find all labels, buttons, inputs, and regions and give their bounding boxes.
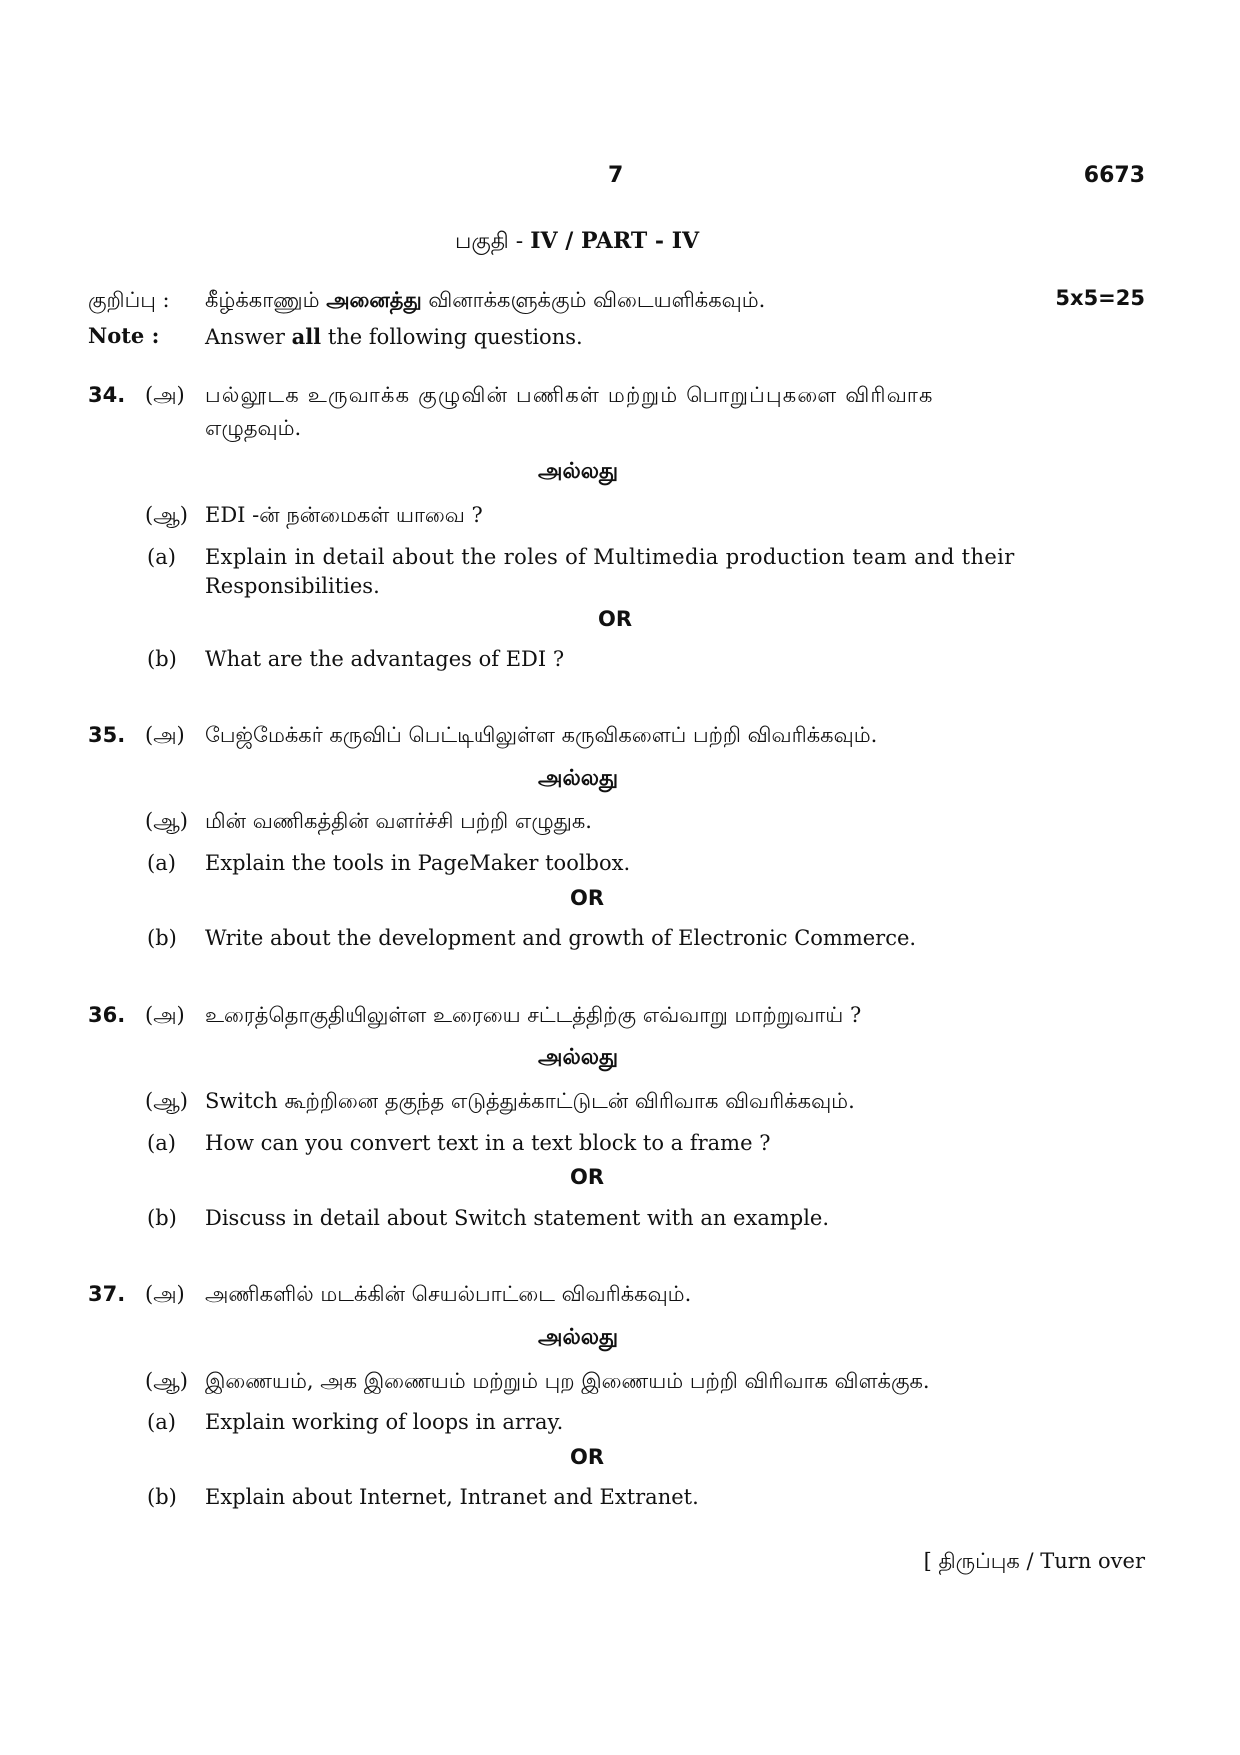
q34-tamil-b: EDI -ன் நன்மைகள் யாவை ? [205, 503, 483, 527]
q36-en-b: Discuss in detail about Switch statement with an example. [205, 1206, 830, 1230]
q36-tamil-b: Switch கூற்றினை தகுந்த எடுத்துக்காட்டுடன் விரிவாக விவரிக்கவும். [205, 1089, 855, 1113]
q34-en-a-label: (a) [147, 545, 176, 569]
page-number: 7 [608, 163, 624, 188]
part-heading [455, 228, 699, 257]
q37-tamil-or: அல்லது [538, 1324, 619, 1350]
q35-en-or: OR [570, 886, 605, 910]
question-number-34: 34. [88, 383, 126, 407]
q34-en-or: OR [598, 607, 633, 631]
q35-tamil-b-label: (ஆ) [145, 809, 188, 833]
part-heading-tamil: பகுதி - [455, 229, 531, 254]
note-english-text [205, 322, 583, 352]
q34-tamil-a-label: (அ) [145, 383, 185, 407]
q35-en-a-line1: Explain the tools in PageMaker toolbox. [205, 851, 631, 875]
q37-tamil-b-label: (ஆ) [145, 1369, 188, 1393]
q35-tamil-a-label: (அ) [145, 723, 185, 747]
q36-tamil-b-label: (ஆ) [145, 1089, 188, 1113]
q37-tamil-a-label: (அ) [145, 1282, 185, 1306]
q34-en-b: What are the advantages of EDI ? [205, 647, 565, 671]
q36-tamil-or: அல்லது [538, 1044, 619, 1070]
note-english-label: Note : [88, 323, 160, 348]
note-tamil-bold: அனைத்து [326, 287, 422, 312]
part-heading-bold: IV / PART - IV [530, 228, 700, 254]
q36-en-or: OR [570, 1165, 605, 1189]
note-tamil-label: குறிப்பு : [88, 288, 170, 312]
q37-en-a-label: (a) [147, 1410, 176, 1434]
q37-en-a-line1: Explain working of loops in array. [205, 1410, 564, 1434]
q37-en-b: Explain about Internet, Intranet and Extranet. [205, 1485, 699, 1509]
note-tamil-part1: கீழ்க்காணும் [205, 288, 327, 312]
question-number-37: 37. [88, 1282, 126, 1306]
note-tamil-part2: வினாக்களுக்கும் விடையளிக்கவும். [421, 288, 766, 312]
q34-tamil-or: அல்லது [538, 458, 619, 484]
q37-en-or: OR [570, 1445, 605, 1469]
q34-en-a-line2: Responsibilities. [205, 574, 380, 598]
q37-tamil-a-line1: அணிகளில் மடக்கின் செயல்பாட்டை விவரிக்கவும். [205, 1282, 692, 1306]
q34-en-b-label: (b) [147, 647, 177, 671]
q36-en-a-line1: How can you convert text in a text block to a frame ? [205, 1131, 771, 1155]
q34-tamil-a-line2: எழுதவும். [205, 416, 302, 440]
q37-en-b-label: (b) [147, 1485, 177, 1509]
q35-en-b-label: (b) [147, 926, 177, 950]
q35-tamil-b: மின் வணிகத்தின் வளர்ச்சி பற்றி எழுதுக. [205, 809, 592, 833]
note-english-part2: the following questions. [321, 325, 583, 349]
note-english-part1: Answer [205, 325, 292, 349]
q34-tamil-a-line1: பல்லூடக உருவாக்க குழுவின் பணிகள் மற்றும் பொறுப்புகளை விரிவாக [205, 383, 934, 407]
note-tamil-text [205, 285, 765, 315]
q36-en-b-label: (b) [147, 1206, 177, 1230]
q35-en-b: Write about the development and growth of Electronic Commerce. [205, 926, 917, 950]
turn-over-note: [ திருப்புக / Turn over [923, 1549, 1145, 1573]
question-number-35: 35. [88, 723, 126, 747]
q36-tamil-a-label: (அ) [145, 1003, 185, 1027]
q36-en-a-label: (a) [147, 1131, 176, 1155]
q35-tamil-a-line1: பேஜ்மேக்கர் கருவிப் பெட்டியிலுள்ள கருவிகளைப் பற்றி விவரிக்கவும். [205, 723, 878, 747]
q35-en-a-label: (a) [147, 851, 176, 875]
question-number-36: 36. [88, 1003, 126, 1027]
q37-tamil-b: இணையம், அக இணையம் மற்றும் புற இணையம் பற்றி விரிவாக விளக்குக. [205, 1369, 930, 1393]
note-english-bold: all [291, 324, 322, 349]
q36-tamil-a-line1: உரைத்தொகுதியிலுள்ள உரையை சட்டத்திற்கு எவ்வாறு மாற்றுவாய் ? [205, 1003, 862, 1027]
paper-code: 6673 [1083, 163, 1145, 188]
q35-tamil-or: அல்லது [538, 765, 619, 791]
q34-tamil-b-label: (ஆ) [145, 503, 188, 527]
q34-en-a-line1: Explain in detail about the roles of Multimedia production team and their [205, 545, 1015, 569]
marks-scheme: 5x5=25 [1055, 286, 1145, 310]
